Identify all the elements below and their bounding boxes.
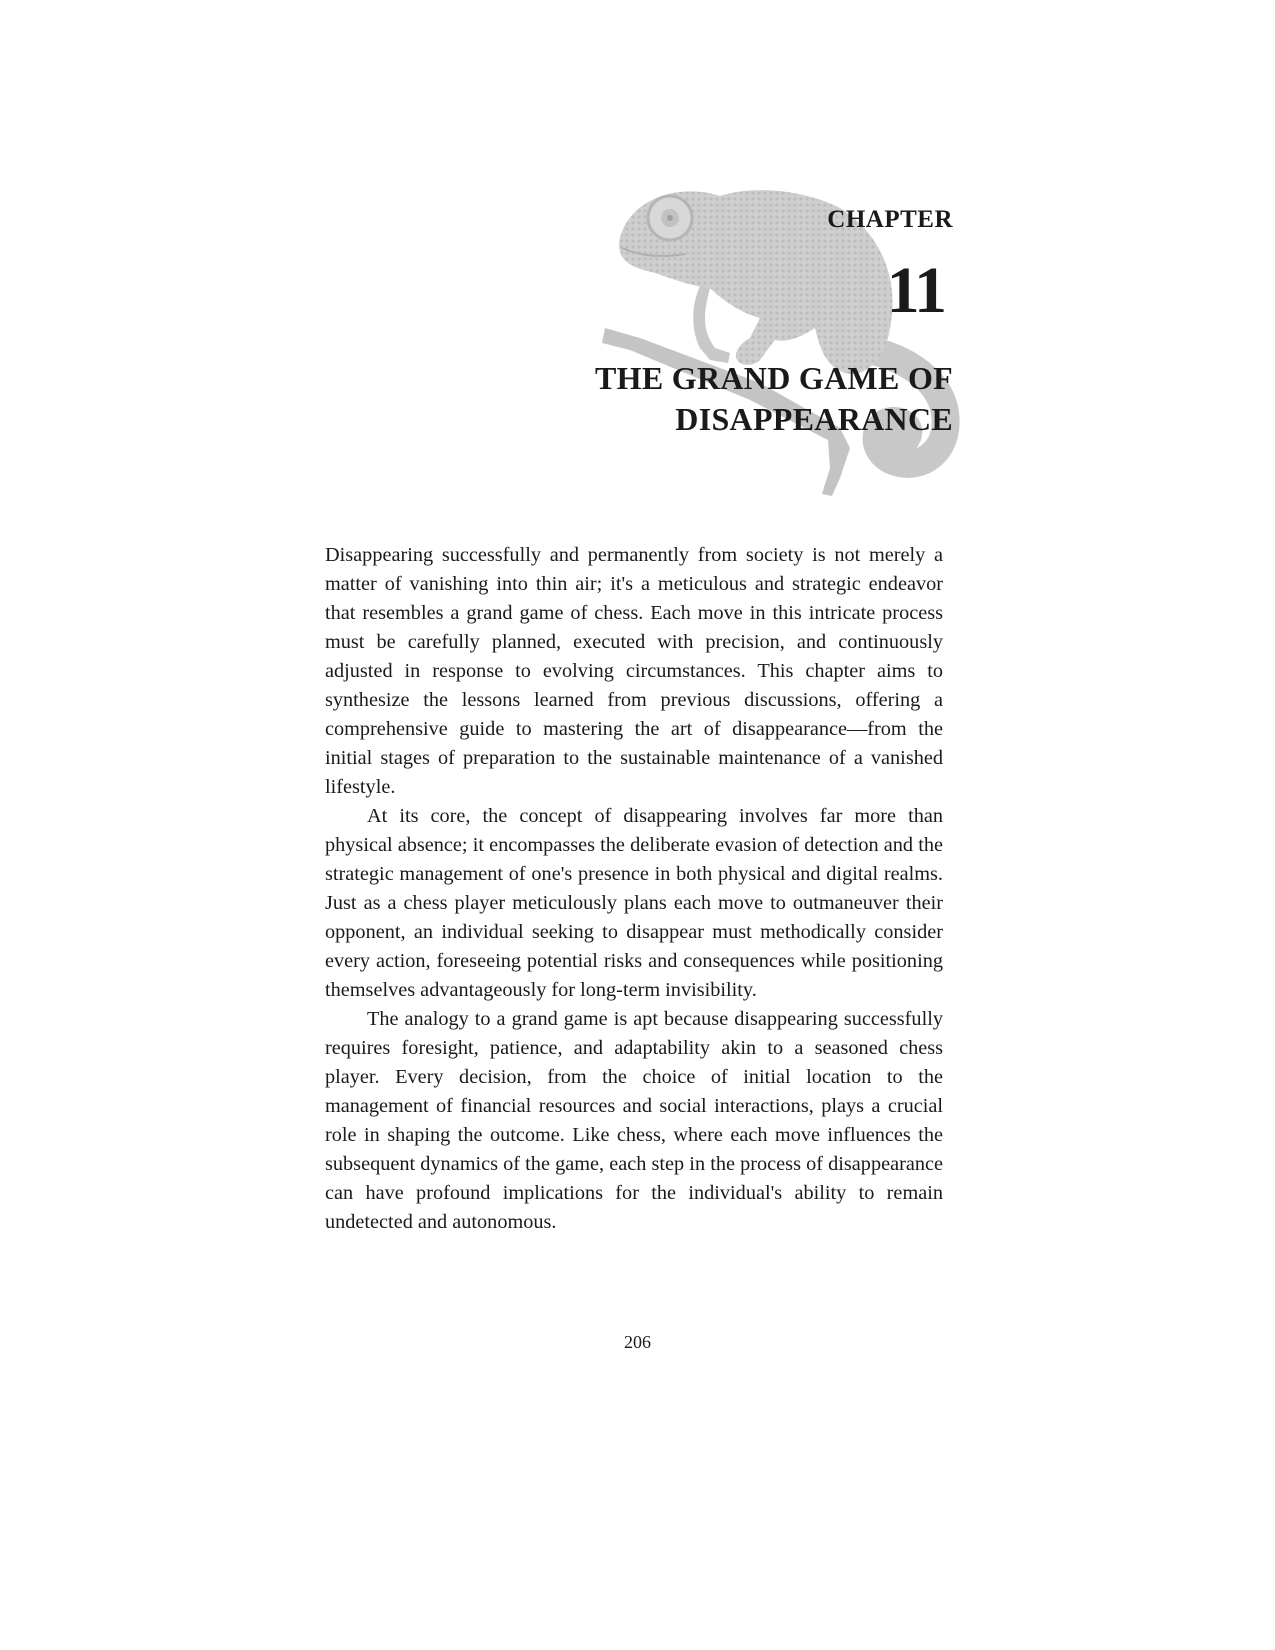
chapter-title-line-2: DISAPPEARANCE [675, 401, 953, 437]
chapter-number: 11 [886, 254, 945, 327]
page-number: 206 [624, 1332, 651, 1352]
paragraph-1: Disappearing successfully and permanently from society is not merely a matter of vanishing into thin air; it's a meticulous and strategic endeavor that resembles a grand game of chess. Each move in this intricate process must be carefully planned, executed with precision, and continuously adjusted in response to evolving circumstances. This chapter aims to synthesize the lessons learned from previous discussions, offering a comprehensive guide to mastering the art of disappearance—from the initial stages of preparation to the sustainable maintenance of a vanished lifestyle. [325, 544, 943, 798]
paragraph-3: The analogy to a grand game is apt because disappearing successfully requires foresight, patience, and adaptability akin to a seasoned chess player. Every decision, from the choice of initial location to the management of financial resources and social interactions, plays a crucial role in shaping the outcome. Like chess, where each move influences the subsequent dynamics of the game, each step in the process of disappearance can have profound implications for the individual's ability to remain undetected and autonomous. [325, 1008, 943, 1233]
paragraph-2: At its core, the concept of disappearing involves far more than physical absence; it encompasses the deliberate evasion of detection and the strategic management of one's presence in both physical and digital realms. Just as a chess player meticulously plans each move to outmaneuver their opponent, an individual seeking to disappear must methodically consider every action, foreseeing potential risks and consequences while positioning themselves advantageously for long-term invisibility. [325, 805, 943, 1001]
chapter-label: CHAPTER [827, 206, 953, 233]
body-text [325, 541, 943, 1237]
chapter-title [595, 358, 953, 440]
chapter-title-line-1: THE GRAND GAME OF [595, 360, 953, 396]
